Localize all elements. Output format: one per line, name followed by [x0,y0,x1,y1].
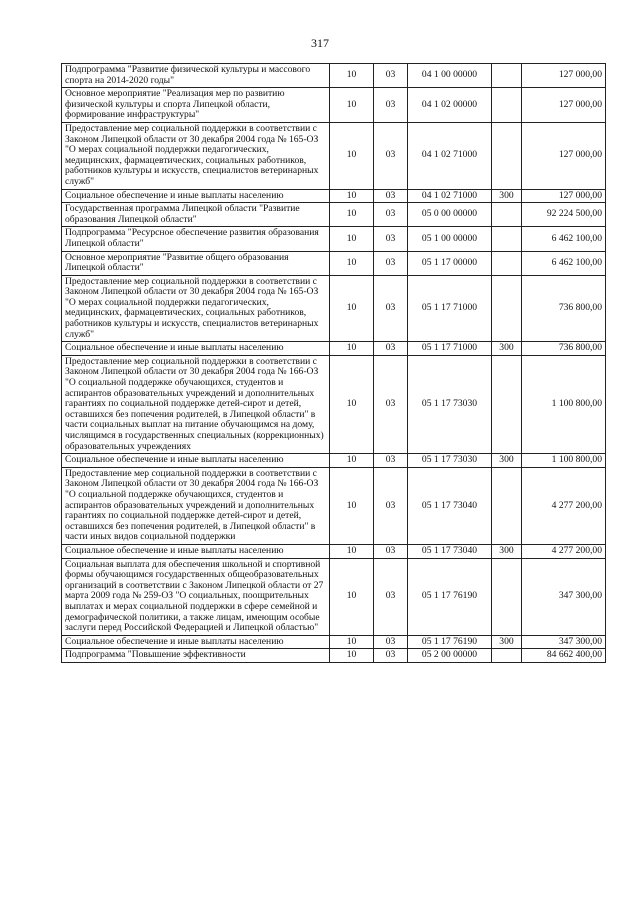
row-expense-kind-cell [492,558,522,635]
row-section-cell: 10 [330,227,374,251]
row-subsection-cell: 03 [374,544,408,558]
row-subsection-cell: 03 [374,251,408,275]
row-name-cell: Предоставление мер социальной поддержки в соответствии с Законом Липецкой области от 30 декабря 2004 года № 166-ОЗ "О социальной поддержке обучающихся, студентов и аспирантов образовательных учреждений и дополнительных гарантиях по социальной поддержке детей-сирот и детей, оставшихся без попечения родителей, в Липецкой области" в части иных видов социальной поддержки [62,467,330,544]
table-row [62,558,606,635]
row-section-cell: 10 [330,275,374,342]
row-expense-kind-cell: 300 [492,544,522,558]
row-section-cell: 10 [330,635,374,649]
row-name-cell: Социальная выплата для обеспечения школьной и спортивной формы обучающимся государственных общеобразовательных организаций в соответствии с Законом Липецкой области от 27 марта 2009 года № 259-ОЗ "О социальных, поощрительных выплатах и мерах социальной поддержки в сфере семейной и демографической политики, а также лицам, имеющим особые заслуги перед Российской Федерацией и Липецкой областью" [62,558,330,635]
row-amount-cell: 736 800,00 [522,342,606,356]
table-row [62,342,606,356]
table-row [62,227,606,251]
table-row [62,635,606,649]
row-expense-kind-cell [492,64,522,88]
table-row [62,454,606,468]
table-row [62,467,606,544]
row-section-cell: 10 [330,189,374,203]
row-subsection-cell: 03 [374,227,408,251]
row-target-code-cell: 04 1 02 71000 [408,189,492,203]
row-expense-kind-cell: 300 [492,635,522,649]
row-section-cell: 10 [330,544,374,558]
table-row [62,64,606,88]
row-target-code-cell: 05 1 17 73040 [408,544,492,558]
row-amount-cell: 127 000,00 [522,122,606,189]
row-target-code-cell: 05 1 00 00000 [408,227,492,251]
table-row [62,122,606,189]
row-expense-kind-cell: 300 [492,342,522,356]
row-amount-cell: 127 000,00 [522,88,606,123]
row-amount-cell: 84 662 400,00 [522,649,606,663]
table-row [62,355,606,453]
row-section-cell: 10 [330,203,374,227]
row-target-code-cell: 05 1 17 71000 [408,275,492,342]
row-subsection-cell: 03 [374,649,408,663]
row-section-cell: 10 [330,88,374,123]
row-amount-cell: 127 000,00 [522,64,606,88]
row-target-code-cell: 05 1 17 76190 [408,635,492,649]
row-name-cell: Основное мероприятие "Развитие общего образования Липецкой области" [62,251,330,275]
budget-table [61,63,606,663]
page-number: 317 [311,36,329,50]
row-subsection-cell: 03 [374,275,408,342]
row-target-code-cell: 04 1 00 00000 [408,64,492,88]
row-expense-kind-cell [492,203,522,227]
row-expense-kind-cell [492,251,522,275]
row-subsection-cell: 03 [374,355,408,453]
row-section-cell: 10 [330,355,374,453]
row-section-cell: 10 [330,122,374,189]
row-amount-cell: 6 462 100,00 [522,251,606,275]
row-name-cell: Предоставление мер социальной поддержки в соответствии с Законом Липецкой области от 30 декабря 2004 года № 166-ОЗ "О социальной поддержке обучающихся, студентов и аспирантов образовательных учреждений и дополнительных гарантиях по социальной поддержке детей-сирот и детей, оставшихся без попечения родителей, в Липецкой области" в части социальных выплат на питание обучающимся на дому, числящимся в государственных специальных (коррекционных) образовательных учреждениях [62,355,330,453]
row-name-cell: Подпрограмма "Ресурсное обеспечение развития образования Липецкой области" [62,227,330,251]
row-section-cell: 10 [330,649,374,663]
row-name-cell: Государственная программа Липецкой области "Развитие образования Липецкой области" [62,203,330,227]
row-name-cell: Социальное обеспечение и иные выплаты населению [62,454,330,468]
row-subsection-cell: 03 [374,635,408,649]
row-amount-cell: 92 224 500,00 [522,203,606,227]
row-expense-kind-cell [492,355,522,453]
row-expense-kind-cell [492,649,522,663]
row-subsection-cell: 03 [374,189,408,203]
row-target-code-cell: 04 1 02 00000 [408,88,492,123]
row-section-cell: 10 [330,467,374,544]
row-name-cell: Социальное обеспечение и иные выплаты населению [62,342,330,356]
row-section-cell: 10 [330,251,374,275]
row-section-cell: 10 [330,454,374,468]
row-expense-kind-cell [492,227,522,251]
row-subsection-cell: 03 [374,88,408,123]
row-expense-kind-cell [492,122,522,189]
row-section-cell: 10 [330,64,374,88]
row-target-code-cell: 05 2 00 00000 [408,649,492,663]
row-amount-cell: 736 800,00 [522,275,606,342]
row-subsection-cell: 03 [374,342,408,356]
row-subsection-cell: 03 [374,122,408,189]
row-amount-cell: 347 300,00 [522,635,606,649]
row-subsection-cell: 03 [374,454,408,468]
table-row [62,649,606,663]
table-row [62,544,606,558]
row-target-code-cell: 05 1 17 76190 [408,558,492,635]
row-target-code-cell: 05 1 17 00000 [408,251,492,275]
row-amount-cell: 6 462 100,00 [522,227,606,251]
row-amount-cell: 127 000,00 [522,189,606,203]
row-section-cell: 10 [330,342,374,356]
row-subsection-cell: 03 [374,203,408,227]
row-target-code-cell: 05 1 17 73030 [408,454,492,468]
row-name-cell: Подпрограмма "Развитие физической культуры и массового спорта на 2014-2020 годы" [62,64,330,88]
row-section-cell: 10 [330,558,374,635]
row-expense-kind-cell: 300 [492,454,522,468]
row-target-code-cell: 05 1 17 73040 [408,467,492,544]
row-amount-cell: 1 100 800,00 [522,355,606,453]
row-name-cell: Социальное обеспечение и иные выплаты населению [62,189,330,203]
row-name-cell: Предоставление мер социальной поддержки в соответствии с Законом Липецкой области от 30 декабря 2004 года № 165-ОЗ "О мерах социальной поддержки педагогических, медицинских, фармацевтических, социальных работников, работников культуры и искусств, специалистов ветеринарных служб" [62,122,330,189]
row-name-cell: Социальное обеспечение и иные выплаты населению [62,544,330,558]
row-target-code-cell: 05 0 00 00000 [408,203,492,227]
table-row [62,189,606,203]
row-amount-cell: 4 277 200,00 [522,467,606,544]
table-row [62,275,606,342]
row-expense-kind-cell [492,275,522,342]
row-amount-cell: 1 100 800,00 [522,454,606,468]
row-name-cell: Подпрограмма "Повышение эффективности [62,649,330,663]
row-amount-cell: 347 300,00 [522,558,606,635]
row-target-code-cell: 05 1 17 71000 [408,342,492,356]
row-target-code-cell: 05 1 17 73030 [408,355,492,453]
row-amount-cell: 4 277 200,00 [522,544,606,558]
row-target-code-cell: 04 1 02 71000 [408,122,492,189]
row-expense-kind-cell [492,467,522,544]
row-name-cell: Социальное обеспечение и иные выплаты населению [62,635,330,649]
row-expense-kind-cell [492,88,522,123]
row-expense-kind-cell: 300 [492,189,522,203]
row-subsection-cell: 03 [374,64,408,88]
row-name-cell: Предоставление мер социальной поддержки в соответствии с Законом Липецкой области от 30 декабря 2004 года № 165-ОЗ "О мерах социальной поддержки педагогических, медицинских, фармацевтических, социальных работников, работников культуры и искусств, специалистов ветеринарных служб" [62,275,330,342]
row-subsection-cell: 03 [374,467,408,544]
table-row [62,88,606,123]
row-subsection-cell: 03 [374,558,408,635]
row-name-cell: Основное мероприятие "Реализация мер по развитию физической культуры и спорта Липецкой области, формирование инфраструктуры" [62,88,330,123]
table-row [62,203,606,227]
table-row [62,251,606,275]
